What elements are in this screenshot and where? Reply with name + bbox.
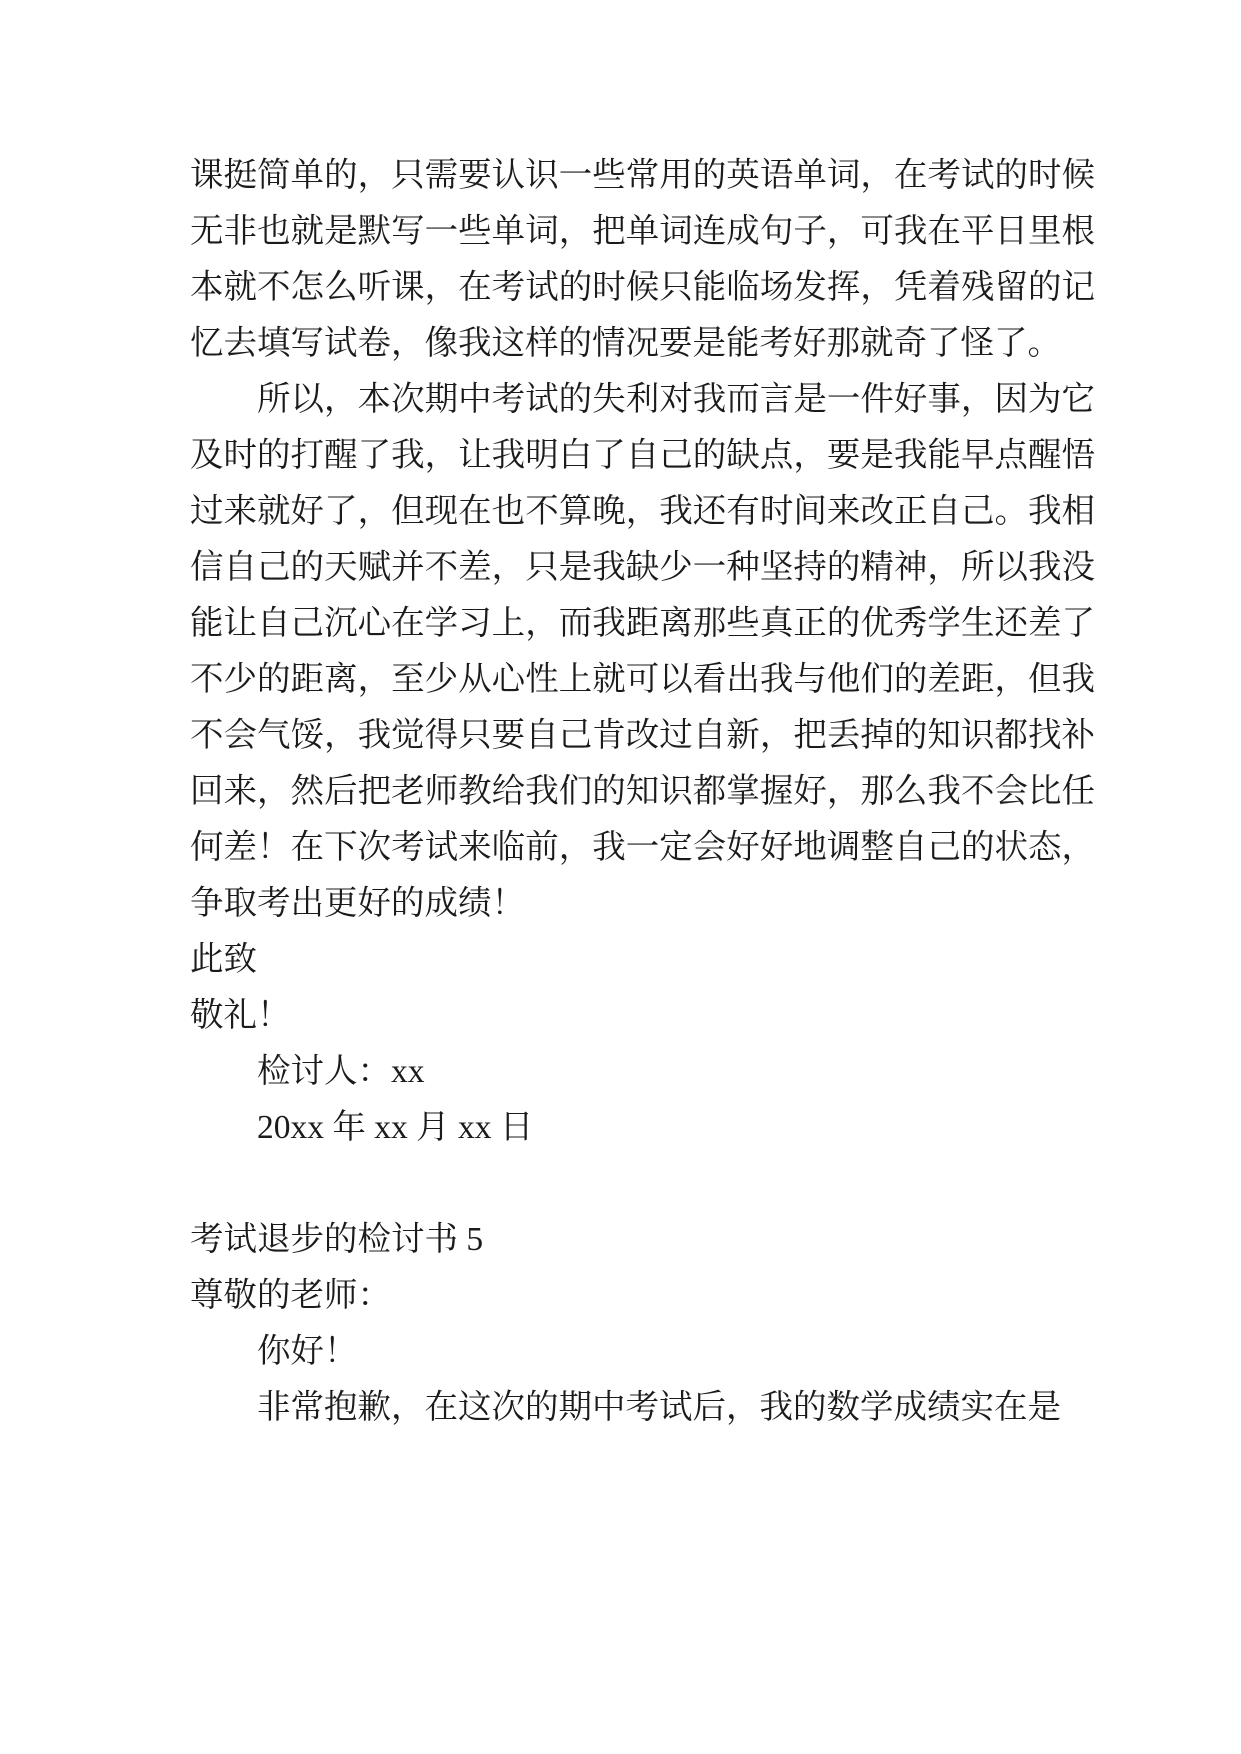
salutation-line: 尊敬的老师：	[190, 1277, 391, 1314]
paragraph-body-continuation: 课挺简单的，只需要认识一些常用的英语单词，在考试的时候无非也就是默写一些单词，把单词连成句子，可我在平日里根本就不怎么听课，在考试的时候只能临场发挥，凭着残留的记忆去填写试卷，像我这样的情况要是能考好那就奇了怪了。	[190, 157, 1095, 362]
signature-line: 检讨人：xx	[257, 1053, 425, 1090]
date-line: 20xx 年 xx 月 xx 日	[257, 1109, 534, 1146]
closing-cizhi: 此致	[190, 941, 257, 978]
document-body	[190, 148, 1095, 1436]
greeting-line: 你好！	[257, 1333, 358, 1370]
section-gap	[190, 1156, 1095, 1212]
apology-opening-line: 非常抱歉，在这次的期中考试后，我的数学成绩实在是	[257, 1389, 1061, 1426]
section-title: 考试退步的检讨书 5	[190, 1221, 484, 1258]
paragraph-reflection: 所以，本次期中考试的失利对我而言是一件好事，因为它及时的打醒了我，让我明白了自己的缺点，要是我能早点醒悟过来就好了，但现在也不算晚，我还有时间来改正自己。我相信自己的天赋并不差，只是我缺少一种坚持的精神，所以我没能让自己沉心在学习上，而我距离那些真正的优秀学生还差了不少的距离，至少从心性上就可以看出我与他们的差距，但我不会气馁，我觉得只要自己肯改过自新，把丢掉的知识都找补回来，然后把老师教给我们的知识都掌握好，那么我不会比任何差！在下次考试来临前，我一定会好好地调整自己的状态，争取考出更好的成绩！	[190, 381, 1095, 922]
closing-jingli: 敬礼！	[190, 997, 291, 1034]
